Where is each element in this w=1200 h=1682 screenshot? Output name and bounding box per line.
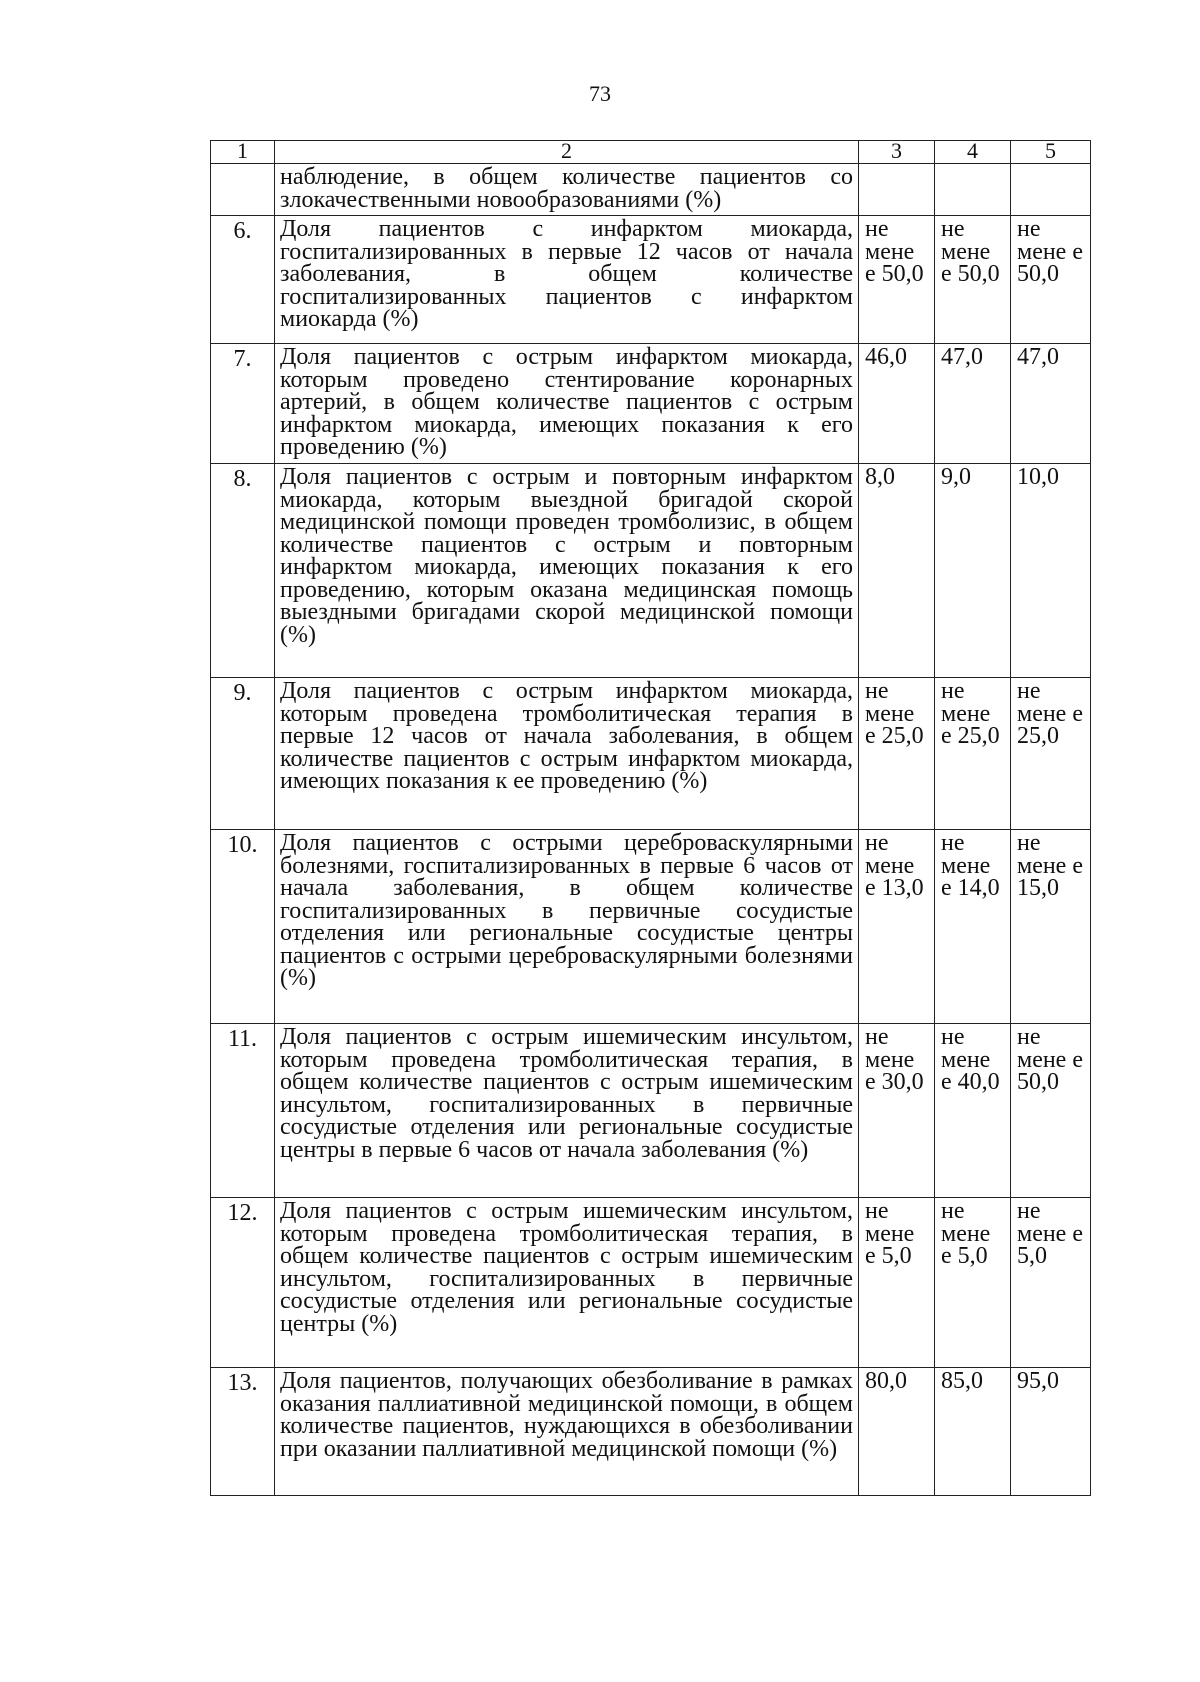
table-header-row bbox=[211, 141, 1091, 164]
table-row bbox=[211, 216, 1091, 344]
page-number: 73 bbox=[589, 81, 611, 106]
value-col-4: не мене е 14,0 bbox=[935, 830, 1011, 1024]
value-col-4: 85,0 bbox=[935, 1368, 1011, 1496]
value-col-3: 8,0 bbox=[859, 464, 935, 678]
table-row bbox=[211, 1024, 1091, 1198]
value-col-5: не мене е 25,0 bbox=[1011, 678, 1091, 830]
value-col-4: не мене е 50,0 bbox=[935, 216, 1011, 344]
value-col-5: не мене е 15,0 bbox=[1011, 830, 1091, 1024]
value-col-3: 46,0 bbox=[859, 344, 935, 464]
row-number: 11. bbox=[211, 1024, 275, 1198]
row-number: 10. bbox=[211, 830, 275, 1024]
value-col-4: 9,0 bbox=[935, 464, 1011, 678]
table-row bbox=[211, 1198, 1091, 1368]
row-description: Доля пациентов с острым ишемическим инсультом, которым проведена тромболитическая терапия, в общем количестве пациентов с острым ишемическим инсультом, госпитализированных в первичные сосудистые отделения или региональные сосудистые центры в первые 6 часов от начала заболевания (%) bbox=[275, 1024, 859, 1198]
value-col-5 bbox=[1011, 164, 1091, 216]
row-description: Доля пациентов с острым ишемическим инсультом, которым проведена тромболитическая терапия, в общем количестве пациентов с острым ишемическим инсультом, госпитализированных в первичные сосудистые отделения или региональные сосудистые центры (%) bbox=[275, 1198, 859, 1368]
row-description: Доля пациентов с острым и повторным инфарктом миокарда, которым выездной бригадой скорой медицинской помощи проведен тромболизис, в общем количестве пациентов с острым и повторным инфарктом миокарда, имеющих показания к его проведению, которым оказана медицинская помощь выездными бригадами скорой медицинской помощи (%) bbox=[275, 464, 859, 678]
value-col-3: не мене е 30,0 bbox=[859, 1024, 935, 1198]
value-col-3: не мене е 5,0 bbox=[859, 1198, 935, 1368]
value-col-5: 10,0 bbox=[1011, 464, 1091, 678]
column-header: 1 bbox=[211, 141, 275, 164]
value-col-3: 80,0 bbox=[859, 1368, 935, 1496]
value-col-5: 95,0 bbox=[1011, 1368, 1091, 1496]
value-col-4: не мене е 40,0 bbox=[935, 1024, 1011, 1198]
value-col-5: не мене е 50,0 bbox=[1011, 1024, 1091, 1198]
column-header: 3 bbox=[859, 141, 935, 164]
row-number: 6. bbox=[211, 216, 275, 344]
value-col-4: 47,0 bbox=[935, 344, 1011, 464]
row-description: Доля пациентов с острым инфарктом миокарда, которым проведена тромболитическая терапия в первые 12 часов от начала заболевания, в общем количестве пациентов с острым инфарктом миокарда, имеющих показания к ее проведению (%) bbox=[275, 678, 859, 830]
row-number: 12. bbox=[211, 1198, 275, 1368]
value-col-5: не мене е 5,0 bbox=[1011, 1198, 1091, 1368]
row-description: Доля пациентов с острыми цереброваскулярными болезнями, госпитализированных в первые 6 часов от начала заболевания, в общем количестве госпитализированных в первичные сосудистые отделения или региональные сосудистые центры пациентов с острыми цереброваскулярными болезнями (%) bbox=[275, 830, 859, 1024]
row-number: 13. bbox=[211, 1368, 275, 1496]
value-col-4: не мене е 5,0 bbox=[935, 1198, 1011, 1368]
row-description: Доля пациентов, получающих обезболивание в рамках оказания паллиативной медицинской помощи, в общем количестве пациентов, нуждающихся в обезболивании при оказании паллиативной медицинской помощи (%) bbox=[275, 1368, 859, 1496]
value-col-3 bbox=[859, 164, 935, 216]
table-row bbox=[211, 164, 1091, 216]
row-description: Доля пациентов с инфарктом миокарда, госпитализированных в первые 12 часов от начала заболевания, в общем количестве госпитализированных пациентов с инфарктом миокарда (%) bbox=[275, 216, 859, 344]
value-col-5: не мене е 50,0 bbox=[1011, 216, 1091, 344]
table-row bbox=[211, 830, 1091, 1024]
indicators-table bbox=[210, 140, 1091, 1496]
value-col-4 bbox=[935, 164, 1011, 216]
value-col-3: не мене е 13,0 bbox=[859, 830, 935, 1024]
value-col-4: не мене е 25,0 bbox=[935, 678, 1011, 830]
row-number bbox=[211, 164, 275, 216]
value-col-5: 47,0 bbox=[1011, 344, 1091, 464]
column-header: 2 bbox=[275, 141, 859, 164]
value-col-3: не мене е 25,0 bbox=[859, 678, 935, 830]
value-col-3: не мене е 50,0 bbox=[859, 216, 935, 344]
row-number: 9. bbox=[211, 678, 275, 830]
table-row bbox=[211, 1368, 1091, 1496]
column-header: 5 bbox=[1011, 141, 1091, 164]
table-row bbox=[211, 464, 1091, 678]
row-description: наблюдение, в общем количестве пациентов со злокачественными новообразованиями (%) bbox=[275, 164, 859, 216]
table-row bbox=[211, 344, 1091, 464]
table-row bbox=[211, 678, 1091, 830]
row-number: 8. bbox=[211, 464, 275, 678]
column-header: 4 bbox=[935, 141, 1011, 164]
row-description: Доля пациентов с острым инфарктом миокарда, которым проведено стентирование коронарных артерий, в общем количестве пациентов с острым инфарктом миокарда, имеющих показания к его проведению (%) bbox=[275, 344, 859, 464]
row-number: 7. bbox=[211, 344, 275, 464]
